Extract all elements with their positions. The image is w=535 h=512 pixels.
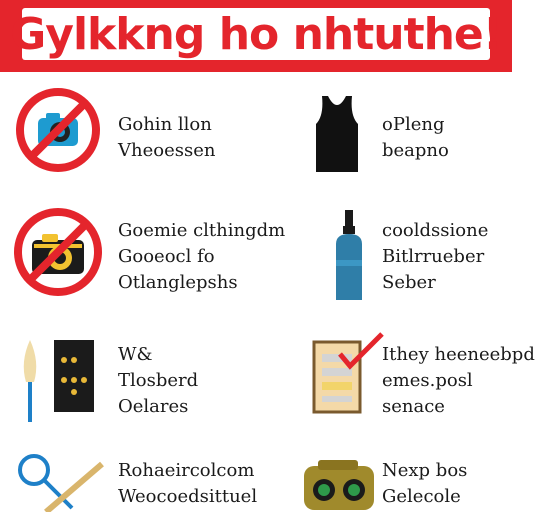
list-item [256,198,512,308]
binoculars-icon [298,456,380,512]
title-box [10,8,502,60]
list-item [256,80,512,180]
page-title: Gylkkng ho nhtuthe! [10,8,502,60]
checklist-icon [310,334,386,422]
item-label: Gohin llon Vheoessen [118,114,216,161]
list-item [256,328,535,428]
no-camera-icon [12,206,104,298]
header-banner [0,0,512,72]
list-item [0,446,256,512]
item-label: Goemie clthingdm Gooeocl fo Otlanglepshs [118,220,286,293]
list-item [0,328,256,428]
list-item [256,446,512,512]
bottle-icon [328,208,370,304]
item-label: Nexp bos Gelecole [382,460,468,507]
brush-and-card-icon [14,334,96,424]
magnifier-and-stick-icon [12,452,104,512]
item-label: oPleng beapno [382,114,449,161]
item-label: Ithey heeneebpd emes.posl senace [382,344,535,417]
no-camera-icon [14,86,102,174]
item-label: Rohaeircolcom Weocoedsittuel [118,460,258,507]
item-label: W& Tlosberd Oelares [118,344,199,417]
tank-top-icon [312,94,362,174]
list-item [0,80,256,180]
item-label: cooldssione Bitlrrueber Seber [382,220,489,293]
list-item [0,198,286,308]
